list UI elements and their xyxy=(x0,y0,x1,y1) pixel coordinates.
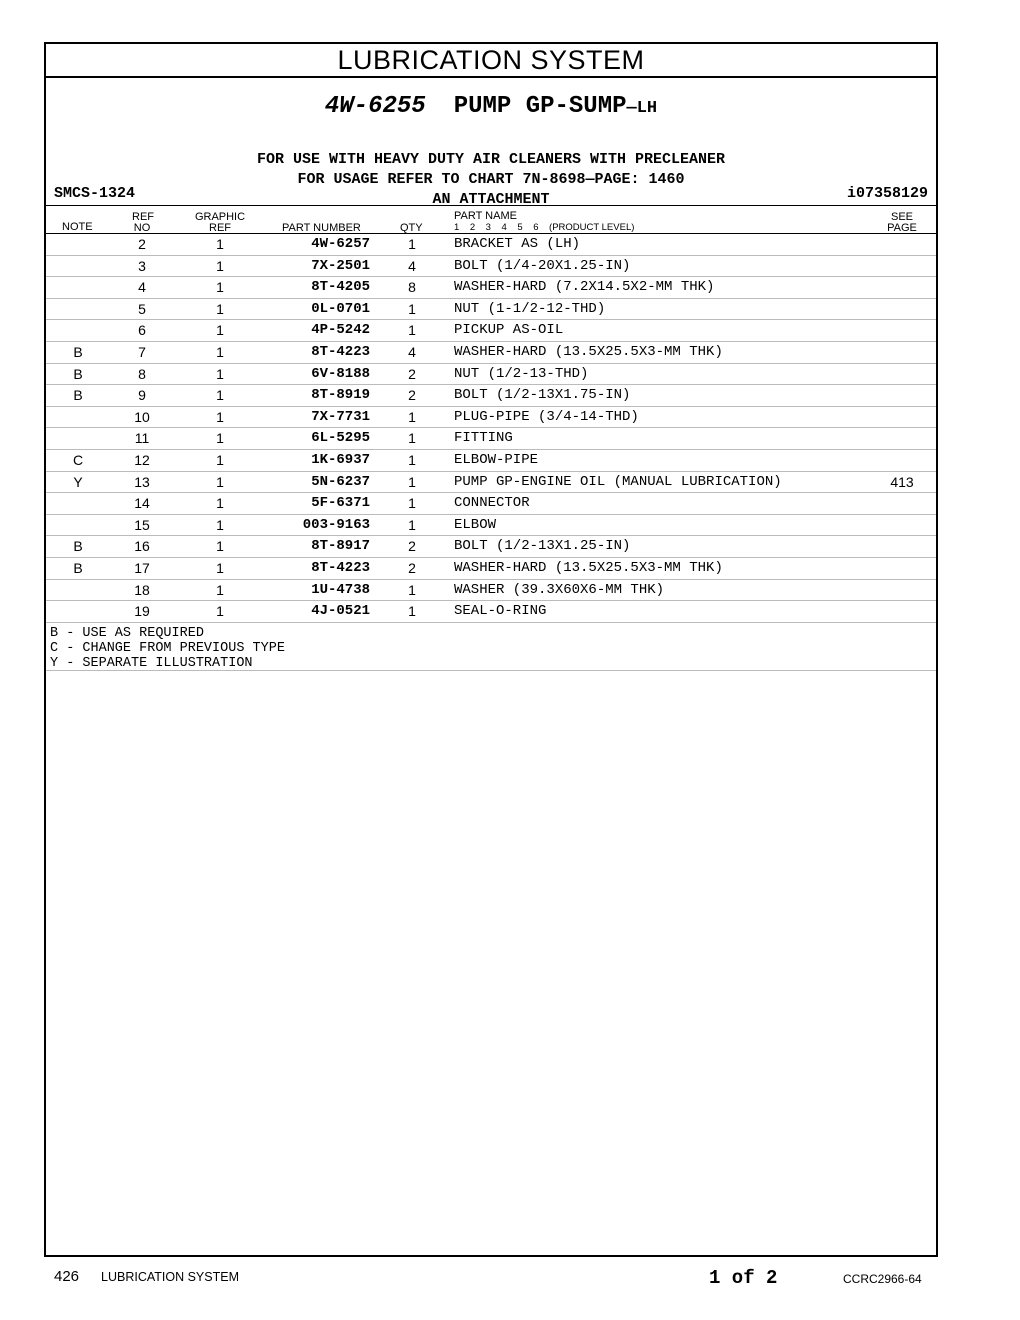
table-row xyxy=(46,342,936,364)
illustration-id: i07358129 xyxy=(846,185,928,202)
qty-cell: 8 xyxy=(408,279,416,296)
notes-legend xyxy=(46,626,936,671)
note-cell: Y xyxy=(73,473,83,490)
ref-no-cell: 14 xyxy=(134,495,150,512)
smcs-row xyxy=(46,183,936,206)
part-number-cell: 5F-6371 xyxy=(311,495,370,512)
note-cell: B xyxy=(73,343,83,360)
ref-no-cell: 2 xyxy=(138,236,146,252)
part-number-cell: 7X-7731 xyxy=(311,408,370,425)
table-row xyxy=(46,558,936,580)
part-name-cell: BOLT (1/2-13X1.75-IN) xyxy=(454,387,631,404)
col-see-top: SEE xyxy=(890,211,913,223)
see-page-cell: 413 xyxy=(890,473,914,490)
part-name-cell: BOLT (1/2-13X1.25-IN) xyxy=(454,538,631,555)
part-name-cell: BOLT (1/4-20X1.25-IN) xyxy=(454,257,631,274)
qty-cell: 1 xyxy=(408,495,416,512)
part-number-cell: 8T-4223 xyxy=(311,559,370,576)
part-number-cell: 003-9163 xyxy=(302,516,370,533)
qty-cell: 1 xyxy=(408,451,416,468)
part-number-cell: 8T-4205 xyxy=(311,279,370,296)
table-row xyxy=(46,256,936,278)
ref-no-cell: 5 xyxy=(138,300,146,317)
part-name-cell: NUT (1/2-13-THD) xyxy=(454,365,589,382)
qty-cell: 1 xyxy=(408,516,416,533)
ref-no-cell: 13 xyxy=(134,473,150,490)
graphic-ref-cell: 1 xyxy=(216,343,224,360)
group-line-2: FOR USAGE REFER TO CHART 7N-8698—PAGE: 1460 xyxy=(297,171,685,188)
qty-cell: 2 xyxy=(408,387,416,404)
qty-cell: 1 xyxy=(408,430,416,447)
part-name-cell: FITTING xyxy=(454,430,513,447)
part-number-cell: 8T-4223 xyxy=(311,343,370,360)
table-row xyxy=(46,320,936,342)
qty-cell: 1 xyxy=(408,408,416,425)
qty-cell: 4 xyxy=(408,257,416,274)
ref-no-cell: 18 xyxy=(134,581,150,598)
part-name-cell: SEAL-O-RING xyxy=(454,603,547,620)
graphic-ref-cell: 1 xyxy=(216,236,224,252)
note-cell: C xyxy=(72,451,84,468)
qty-cell: 1 xyxy=(408,322,416,339)
note-cell: B xyxy=(73,365,83,382)
group-name: PUMP GP-SUMP xyxy=(453,93,627,120)
col-ref-bottom: NO xyxy=(133,222,151,234)
table-row xyxy=(46,515,936,537)
part-name-cell: ELBOW xyxy=(454,516,497,533)
graphic-ref-cell: 1 xyxy=(216,516,224,533)
graphic-ref-cell: 1 xyxy=(216,559,224,576)
document-code: CCRC2966-64 xyxy=(843,1272,922,1286)
section-title: LUBRICATION SYSTEM xyxy=(46,44,936,78)
group-title xyxy=(46,93,936,120)
graphic-ref-cell: 1 xyxy=(216,322,224,339)
qty-cell: 2 xyxy=(408,538,416,555)
ref-no-cell: 4 xyxy=(138,279,146,296)
part-name-cell: WASHER-HARD (13.5X25.5X3-MM THK) xyxy=(454,559,723,576)
part-name-cell: NUT (1-1/2-12-THD) xyxy=(454,300,606,317)
qty-cell: 1 xyxy=(408,581,416,598)
col-note: NOTE xyxy=(62,221,93,233)
part-number-cell: 0L-0701 xyxy=(311,300,370,317)
note-b: B - USE AS REQUIRED xyxy=(50,626,204,641)
ref-no-cell: 19 xyxy=(134,603,150,620)
page-of: 1 of 2 xyxy=(709,1267,778,1289)
graphic-ref-cell: 1 xyxy=(216,430,224,447)
table-row xyxy=(46,407,936,429)
group-suffix: —LH xyxy=(626,99,658,118)
part-number-cell: 1K-6937 xyxy=(311,451,370,468)
table-row xyxy=(46,450,936,472)
table-row xyxy=(46,580,936,602)
ref-no-cell: 10 xyxy=(134,408,150,425)
column-headers xyxy=(46,206,936,234)
group-line-1: FOR USE WITH HEAVY DUTY AIR CLEANERS WITH PRECLEANER xyxy=(256,151,726,168)
part-number-cell: 1U-4738 xyxy=(311,581,370,598)
table-row xyxy=(46,536,936,558)
part-number-cell: 6V-8188 xyxy=(311,365,370,382)
table-row xyxy=(46,234,936,256)
parts-table xyxy=(46,234,936,623)
ref-no-cell: 17 xyxy=(134,559,150,576)
graphic-ref-cell: 1 xyxy=(216,538,224,555)
graphic-ref-cell: 1 xyxy=(216,495,224,512)
table-row xyxy=(46,277,936,299)
part-name-cell: PUMP GP-ENGINE OIL (MANUAL LUBRICATION) xyxy=(454,473,782,490)
qty-cell: 1 xyxy=(408,300,416,317)
qty-cell: 1 xyxy=(408,603,416,620)
table-row xyxy=(46,428,936,450)
part-name-cell: PLUG-PIPE (3/4-14-THD) xyxy=(454,408,639,425)
part-number-cell: 4J-0521 xyxy=(311,603,370,620)
footer-section: LUBRICATION SYSTEM xyxy=(101,1270,239,1284)
ref-no-cell: 16 xyxy=(134,538,150,555)
note-c: C - CHANGE FROM PREVIOUS TYPE xyxy=(50,641,285,656)
table-row xyxy=(46,601,936,623)
col-see-bottom: PAGE xyxy=(887,222,917,234)
table-row xyxy=(46,472,936,494)
table-row xyxy=(46,299,936,321)
ref-no-cell: 7 xyxy=(138,343,146,360)
table-row xyxy=(46,493,936,515)
note-cell: B xyxy=(73,559,83,576)
graphic-ref-cell: 1 xyxy=(216,451,224,468)
graphic-ref-cell: 1 xyxy=(216,473,224,490)
qty-cell: 4 xyxy=(408,343,416,360)
col-part-number: PART NUMBER xyxy=(282,222,361,234)
note-cell: B xyxy=(73,387,83,404)
graphic-ref-cell: 1 xyxy=(216,365,224,382)
note-y: Y - SEPARATE ILLUSTRATION xyxy=(50,656,253,671)
group-line-3: AN ATTACHMENT xyxy=(432,191,550,208)
page-number: 426 xyxy=(54,1268,80,1285)
ref-no-cell: 9 xyxy=(138,387,146,404)
qty-cell: 2 xyxy=(408,559,416,576)
part-name-cell: WASHER-HARD (7.2X14.5X2-MM THK) xyxy=(454,279,715,296)
col-qty: QTY xyxy=(400,222,423,234)
ref-no-cell: 6 xyxy=(138,322,146,339)
graphic-ref-cell: 1 xyxy=(216,257,224,274)
table-row xyxy=(46,385,936,407)
table-row xyxy=(46,364,936,386)
part-name-cell: CONNECTOR xyxy=(454,495,530,512)
ref-no-cell: 11 xyxy=(134,430,150,447)
smcs-code: SMCS-1324 xyxy=(54,185,136,202)
col-ref-top: REF xyxy=(132,211,154,223)
col-part-name: PART NAME xyxy=(454,210,517,222)
graphic-ref-cell: 1 xyxy=(216,603,224,620)
part-number-cell: 8T-8919 xyxy=(311,387,370,404)
part-name-cell: BRACKET AS (LH) xyxy=(454,236,581,252)
graphic-ref-cell: 1 xyxy=(216,279,224,296)
qty-cell: 2 xyxy=(408,365,416,382)
part-name-cell: ELBOW-PIPE xyxy=(454,451,539,468)
col-graphic-bottom: REF xyxy=(209,222,231,234)
qty-cell: 1 xyxy=(408,473,416,490)
part-number-cell: 4W-6257 xyxy=(311,236,370,252)
ref-no-cell: 3 xyxy=(138,257,146,274)
col-graphic-top: GRAPHIC xyxy=(194,211,246,223)
graphic-ref-cell: 1 xyxy=(216,300,224,317)
part-number-cell: 5N-6237 xyxy=(311,473,370,490)
ref-no-cell: 12 xyxy=(134,451,150,468)
ref-no-cell: 8 xyxy=(138,365,146,382)
graphic-ref-cell: 1 xyxy=(216,408,224,425)
graphic-ref-cell: 1 xyxy=(216,581,224,598)
part-name-cell: WASHER (39.3X60X6-MM THK) xyxy=(454,581,665,598)
part-name-cell: WASHER-HARD (13.5X25.5X3-MM THK) xyxy=(454,343,723,360)
graphic-ref-cell: 1 xyxy=(216,387,224,404)
part-number-cell: 6L-5295 xyxy=(311,430,370,447)
page-frame xyxy=(44,42,938,1257)
part-number-cell: 7X-2501 xyxy=(311,257,370,274)
note-cell: B xyxy=(73,538,83,555)
part-number-cell: 4P-5242 xyxy=(311,322,370,339)
page-footer xyxy=(0,1266,1020,1290)
group-part-number: 4W-6255 xyxy=(324,93,426,120)
part-number-cell: 8T-8917 xyxy=(311,538,370,555)
part-name-cell: PICKUP AS-OIL xyxy=(454,322,564,339)
ref-no-cell: 15 xyxy=(134,516,150,533)
col-product-levels: 1 2 3 4 5 6 (PRODUCT LEVEL) xyxy=(454,222,635,233)
qty-cell: 1 xyxy=(408,236,416,252)
